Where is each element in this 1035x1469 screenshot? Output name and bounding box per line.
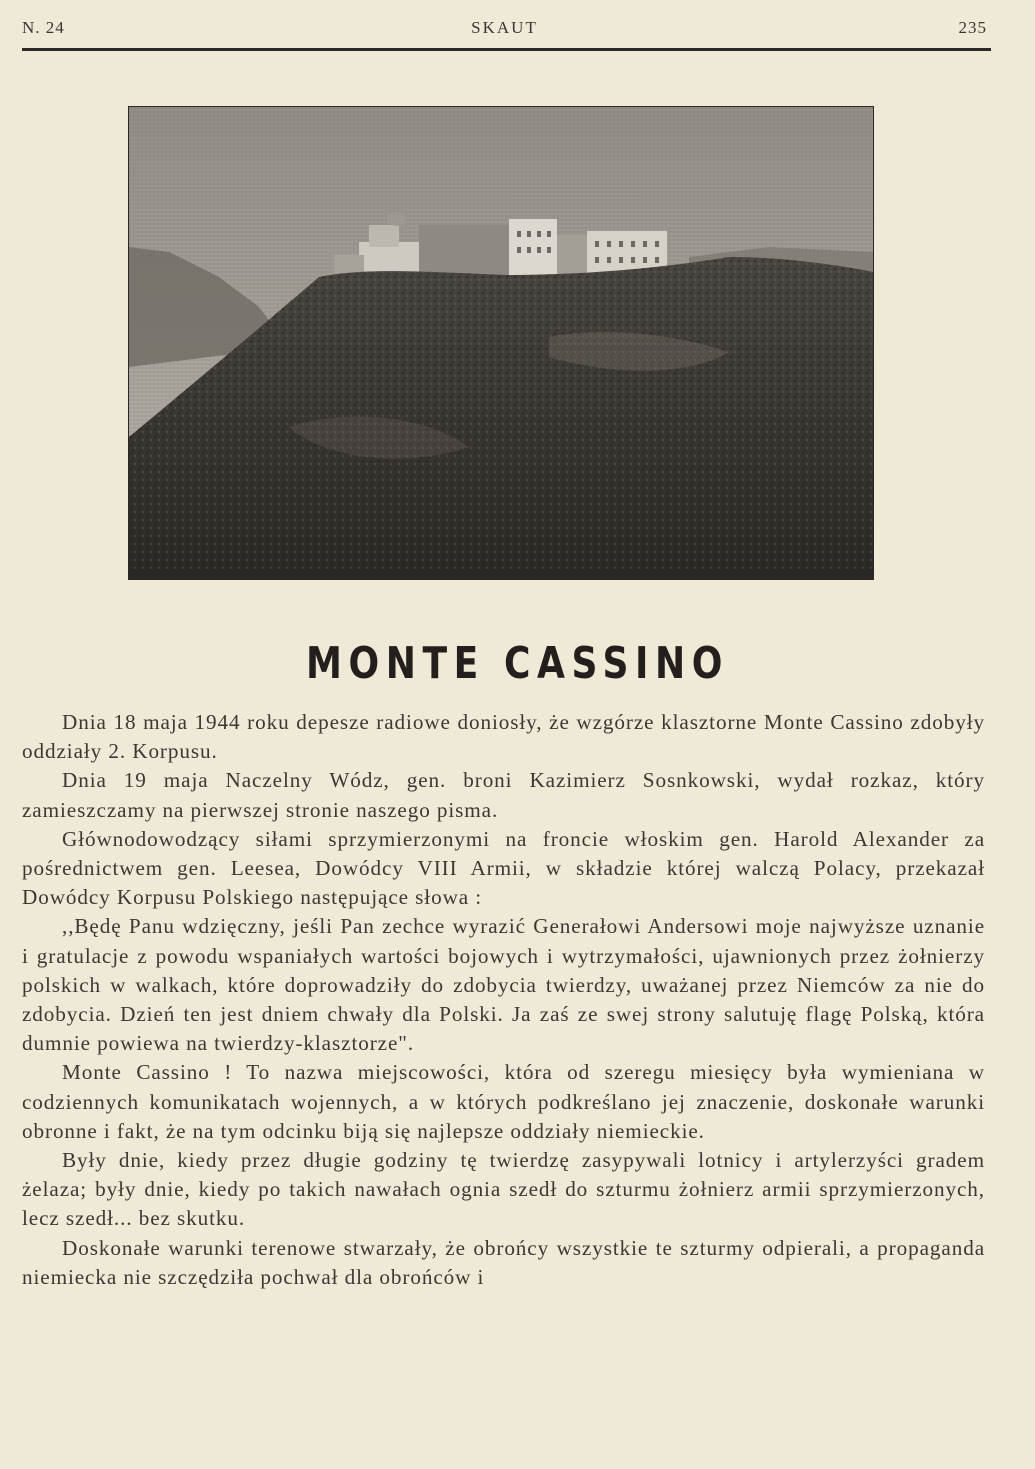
running-header xyxy=(22,14,987,44)
issue-number: N. 24 xyxy=(22,18,65,37)
paragraph: Głównodowodzący siłami sprzymierzonymi na froncie włoskim gen. Harold Alexander za pośrednictwem gen. Leesea, Dowódcy VIII Armii, w składzie której walczą Polacy, przekazał Dowódcy Korpusu Polskiego następujące słowa : xyxy=(22,826,985,910)
page-number: 235 xyxy=(958,18,987,37)
monastery-photo xyxy=(128,106,874,580)
article-body xyxy=(22,708,985,1292)
paragraph: Były dnie, kiedy przez długie godziny tę twierdzę zasypywali lotnicy i artylerzyści gradem żelaza; były dnie, kiedy po takich nawałach ognia szedł do szturmu żołnierz armii sprzymierzonych, lecz szedł... bez skutku. xyxy=(22,1148,985,1231)
paragraph: ,,Będę Panu wdzięczny, jeśli Pan zechce wyrazić Generałowi Andersowi moje najwyższe uznanie i gratulacje z powodu wspaniałych wartości bojowych i wytrzymałości, ujawnionych przez żołnierzy polskich w walkach, które doprowadziły do zdobycia twierdzy, uważanej przez Niemców za nie do zdobycia. Dzień ten jest dniem chwały dla Polski. Ja zaś ze swej strony salutuję flagę Polską, która dumnie powiewa na twierdzy-klasztorze". xyxy=(22,914,985,1056)
header-rule xyxy=(22,48,991,51)
paragraph: Dnia 19 maja Naczelny Wódz, gen. broni Kazimierz Sosnkowski, wydał rozkaz, który zamieszczamy na pierwszej stronie naszego pisma. xyxy=(22,768,985,822)
paragraph: Monte Cassino ! To nazwa miejscowości, która od szeregu miesięcy była wymieniana w codziennych komunikatach wojennych, a w których podkreślano jej znaczenie, doskonałe warunki obronne i fakt, że na tym odcinku biją się najlepsze oddziały niemieckie. xyxy=(22,1060,985,1143)
paragraph: Dnia 18 maja 1944 roku depesze radiowe doniosły, że wzgórze klasztorne Monte Cassino zdobyły oddziały 2. Korpusu. xyxy=(22,710,985,764)
journal-title: SKAUT xyxy=(471,18,538,37)
paragraph: Doskonałe warunki terenowe stwarzały, że obrońcy wszystkie te szturmy odpierali, a propaganda niemiecka nie szczędziła pochwał dla obrońców i xyxy=(22,1235,985,1289)
article-title: MONTE CASSINO xyxy=(306,638,729,689)
monastery-photo-icon xyxy=(129,107,873,579)
